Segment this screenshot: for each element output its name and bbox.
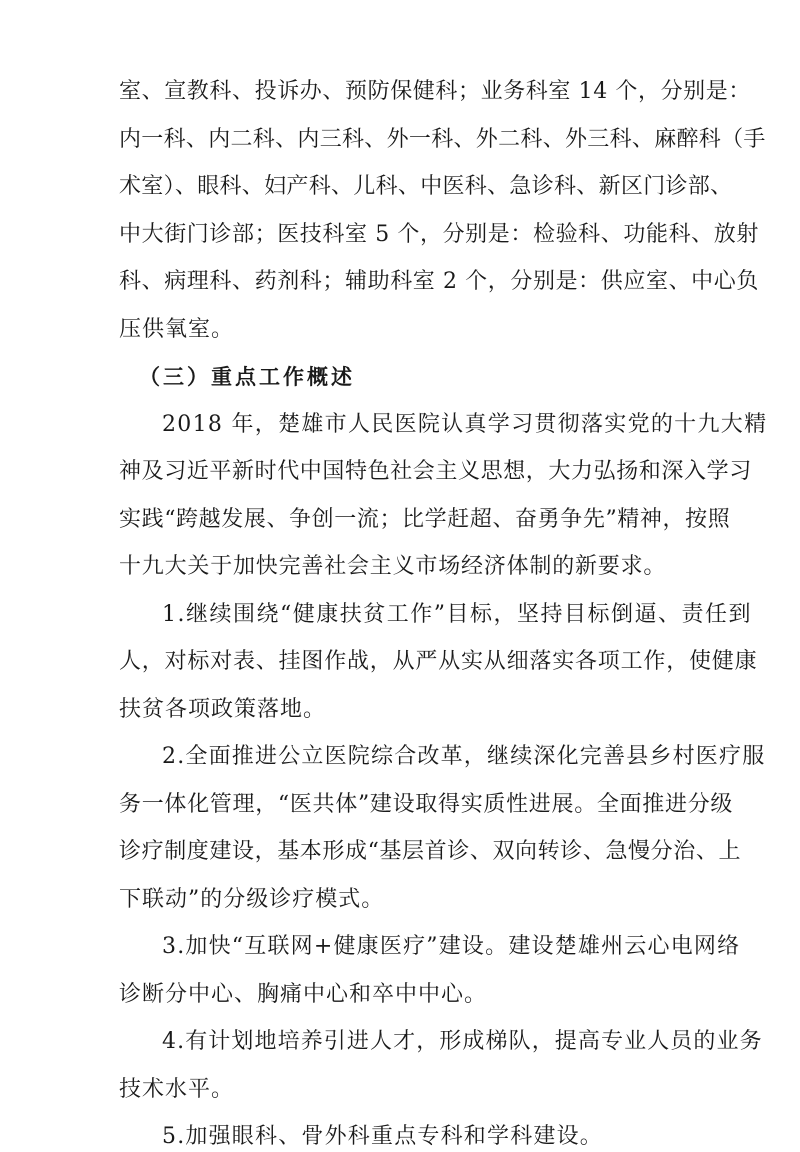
item5-line-1: 5.加强眼科、骨外科重点专科和学科建设。: [162, 1124, 603, 1149]
item2-line-1: 2.全面推进公立医院综合改革，继续深化完善县乡村医疗服: [162, 744, 766, 769]
intro-line-6: 压供氧室。: [119, 317, 235, 342]
overview-line-2: 神及习近平新时代中国特色社会主义思想，大力弘扬和深入学习: [119, 459, 752, 484]
intro-line-4: 中大街门诊部；医技科室 5 个，分别是：检验科、功能科、放射: [119, 222, 759, 247]
intro-line-1: 室、宣教科、投诉办、预防保健科；业务科室 14 个，分别是：: [119, 79, 751, 104]
item2-line-3: 诊疗制度建设，基本形成“基层首诊、双向转诊、急慢分治、上: [119, 839, 742, 864]
intro-line-5: 科、病理科、药剂科；辅助科室 2 个，分别是：供应室、中心负: [119, 269, 759, 294]
item3-line-1: 3.加快“互联网+健康医疗”建设。建设楚雄州云心电网络: [162, 934, 741, 959]
overview-line-3: 实践“跨越发展、争创一流；比学赶超、奋勇争先”精神，按照: [119, 507, 731, 532]
section-heading: （三）重点工作概述: [139, 364, 355, 389]
item2-line-4: 下联动”的分级诊疗模式。: [119, 887, 385, 912]
item1-line-3: 扶贫各项政策落地。: [119, 697, 327, 722]
intro-line-3: 术室）、眼科、妇产科、儿科、中医科、急诊科、新区门诊部、: [119, 174, 733, 199]
overview-line-1: 2018 年，楚雄市人民医院认真学习贯彻落实党的十九大精: [162, 412, 768, 437]
item4-line-2: 技术水平。: [119, 1077, 235, 1102]
item3-line-2: 诊断分中心、胸痛中心和卒中中心。: [119, 982, 488, 1007]
item2-line-2: 务一体化管理，“医共体”建设取得实质性进展。全面推进分级: [119, 792, 734, 817]
item4-line-1: 4.有计划地培养引进人才，形成梯队，提高专业人员的业务: [162, 1029, 763, 1054]
item1-line-2: 人，对标对表、挂图作战，从严从实从细落实各项工作，使健康: [119, 649, 758, 674]
overview-line-4: 十九大关于加快完善社会主义市场经济体制的新要求。: [119, 554, 667, 579]
item1-line-1: 1.继续围绕“健康扶贫工作”目标，坚持目标倒逼、责任到: [162, 602, 752, 627]
intro-line-2: 内一科、内二科、内三科、外一科、外二科、外三科、麻醉科（手: [119, 127, 766, 152]
